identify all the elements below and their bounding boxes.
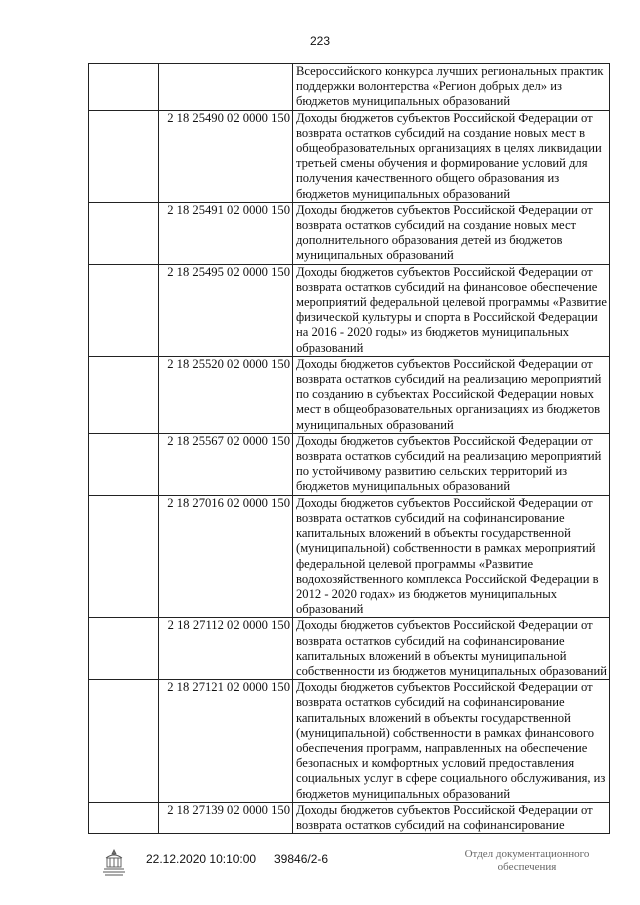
table-row [89,495,610,618]
page-footer [0,848,640,888]
table-row [89,618,610,680]
description-cell: Доходы бюджетов субъектов Российской Федерации от возврата остатков субсидий на создание новых мест дополнительного образования детей из бюджетов муниципальных образований [293,202,610,264]
empty-cell [89,802,159,833]
emblem-logo-icon [100,848,128,878]
description-cell: Доходы бюджетов субъектов Российской Федерации от возврата остатков субсидий на софинансирование [293,802,610,833]
code-cell: 2 18 25567 02 0000 150 [159,433,293,495]
empty-cell [89,680,159,803]
table-row [89,680,610,803]
code-cell: 2 18 27139 02 0000 150 [159,802,293,833]
empty-cell [89,264,159,356]
table-row [89,433,610,495]
revenue-codes-table [88,63,610,834]
page-number: 223 [309,34,331,48]
code-cell [159,64,293,111]
code-cell: 2 18 25495 02 0000 150 [159,264,293,356]
empty-cell [89,618,159,680]
code-cell: 2 18 27112 02 0000 150 [159,618,293,680]
table-row [89,264,610,356]
footer-datetime: 22.12.2020 10:10:00 [146,852,257,866]
table-row [89,802,610,833]
empty-cell [89,64,159,111]
description-cell: Доходы бюджетов субъектов Российской Федерации от возврата остатков субсидий на софинансирование капитальных вложений в объекты государственной (муниципальной) собственности в рамках мероприятий федеральной целевой программы «Развитие водохозяйственного комплекса Российской Федерации в 2012 - 2020 годах» из бюджетов муниципальных образований [293,495,610,618]
description-cell: Доходы бюджетов субъектов Российской Федерации от возврата остатков субсидий на реализацию мероприятий по созданию в субъектах Российской Федерации новых мест в общеобразовательных организациях из бюджетов муниципальных образований [293,356,610,433]
footer-department: Отдел документационного обеспечения [464,848,590,873]
description-cell: Доходы бюджетов субъектов Российской Федерации от возврата остатков субсидий на софинансирование капитальных вложений в объекты муниципальной собственности из бюджетов муниципальных образований [293,618,610,680]
description-cell: Доходы бюджетов субъектов Российской Федерации от возврата остатков субсидий на финансовое обеспечение мероприятий федеральной целевой программы «Развитие физической культуры и спорта в Российской Федерации на 2016 - 2020 годы» из бюджетов муниципальных образований [293,264,610,356]
empty-cell [89,356,159,433]
table-row [89,110,610,202]
code-cell: 2 18 25490 02 0000 150 [159,110,293,202]
description-cell: Доходы бюджетов субъектов Российской Федерации от возврата остатков субсидий на софинансирование капитальных вложений в объекты государственной (муниципальной) собственности в рамках финансового обеспечения программ, направленных на обеспечение безопасных и комфортных условий предоставления социальных услуг в сфере социального обслуживания, из бюджетов муниципальных образований [293,680,610,803]
empty-cell [89,495,159,618]
code-cell: 2 18 25491 02 0000 150 [159,202,293,264]
code-cell: 2 18 27016 02 0000 150 [159,495,293,618]
code-cell: 2 18 27121 02 0000 150 [159,680,293,803]
table-row [89,356,610,433]
empty-cell [89,110,159,202]
table-row [89,64,610,111]
empty-cell [89,433,159,495]
description-cell: Всероссийского конкурса лучших региональных практик поддержки волонтерства «Регион добрых дел» из бюджетов муниципальных образований [293,64,610,111]
code-cell: 2 18 25520 02 0000 150 [159,356,293,433]
table-row [89,202,610,264]
description-cell: Доходы бюджетов субъектов Российской Федерации от возврата остатков субсидий на реализацию мероприятий по устойчивому развитию сельских территорий из бюджетов муниципальных образований [293,433,610,495]
footer-document-number: 39846/2-6 [274,852,329,866]
empty-cell [89,202,159,264]
description-cell: Доходы бюджетов субъектов Российской Федерации от возврата остатков субсидий на создание новых мест в общеобразовательных организациях в целях ликвидации третьей смены обучения и формирование условий для получения качественного общего образования из бюджетов муниципальных образований [293,110,610,202]
